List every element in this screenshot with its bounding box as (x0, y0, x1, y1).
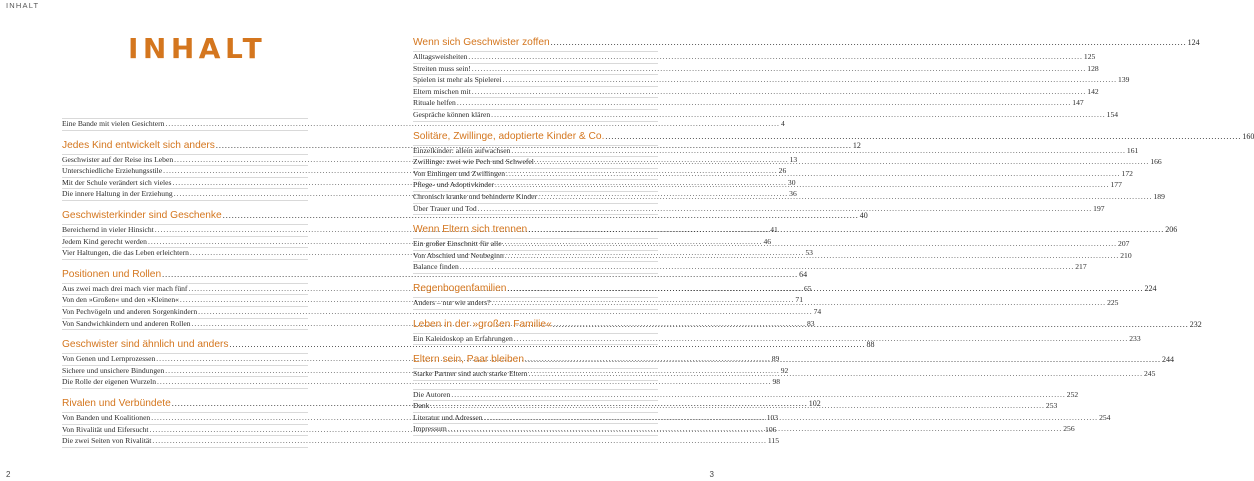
toc-entry-page: 166 (1150, 157, 1162, 167)
toc-entry-page: 36 (789, 189, 797, 199)
chapter-heading-page: 224 (1144, 283, 1157, 293)
toc-entry-page: 83 (806, 318, 815, 328)
toc-entry-title: Die Rolle der eigenen Wurzeln (62, 377, 157, 387)
toc-entry-title: Alltagsweisheiten (413, 52, 468, 61)
toc-entry-title: Die zwei Seiten von Rivalität (62, 436, 152, 446)
toc-entry[interactable] (413, 86, 1099, 99)
toc-entry-title: Chronisch kranke und behinderte Kinder (413, 191, 537, 201)
chapter-heading[interactable] (413, 130, 1254, 143)
chapter-heading-page: 88 (866, 340, 875, 350)
toc-entry-title: Geschwister auf der Reise ins Leben (62, 154, 174, 164)
chapter-heading[interactable] (62, 209, 868, 222)
toc-entry-title: Anders – nur wie anders? (413, 297, 491, 307)
page-title: INHALT (128, 32, 267, 65)
toc-entry-page: 103 (766, 412, 779, 422)
chapter-heading-title: Jedes Kind entwickelt sich anders (62, 139, 215, 151)
chapter-heading[interactable] (62, 268, 808, 281)
toc-entry-page: 128 (1087, 63, 1099, 73)
toc-entry-page: 53 (805, 248, 813, 258)
dot-leader (514, 334, 1128, 345)
chapter-heading-title: Wenn sich Geschwister zoffen (413, 37, 550, 48)
chapter-heading-title: Geschwister sind ähnlich und anders (62, 339, 229, 351)
dot-leader (448, 424, 1062, 435)
toc-entry[interactable] (62, 306, 822, 319)
chapter-heading-page: 40 (859, 210, 868, 220)
toc-entry[interactable] (413, 51, 1096, 64)
dot-leader (468, 52, 1082, 63)
toc-entry-page: 210 (1120, 250, 1132, 260)
toc-entry-title: Die innere Haltung in der Erziehung (62, 189, 173, 199)
toc-entry-title: Von Abschied und Neubeginn (413, 250, 504, 260)
toc-entry[interactable] (413, 98, 1084, 110)
toc-entry-page: 256 (1063, 424, 1075, 434)
toc-entry[interactable] (62, 436, 779, 448)
chapter-heading-page: 12 (852, 140, 861, 150)
toc-entry-page: 233 (1129, 333, 1141, 343)
toc-entry-title: Die Autoren (413, 389, 451, 399)
toc-entry-page: 254 (1099, 412, 1111, 422)
toc-entry-title: Rituale helfen (413, 98, 456, 108)
dot-leader (491, 110, 1105, 121)
toc-entry-page: 189 (1153, 191, 1165, 201)
dot-leader (506, 169, 1120, 180)
toc-entry-title: Streiten muss sein! (413, 63, 471, 73)
dot-leader (551, 36, 1187, 49)
toc-entry-page: 142 (1087, 86, 1099, 96)
toc-entry-page: 65 (803, 283, 812, 293)
chapter-heading-title: Positionen und Rollen (62, 268, 162, 280)
toc-entry-page: 74 (813, 306, 822, 316)
toc-entry-title: Von Rivalität und Eifersucht (62, 424, 149, 434)
toc-entry-title: Aus zwei mach drei mach vier mach fünf (62, 283, 188, 293)
toc-entry-page: 26 (778, 166, 787, 176)
chapter-heading-page: 124 (1187, 38, 1200, 47)
dot-leader (460, 262, 1074, 273)
toc-entry-title: Gespräche können klären (413, 109, 491, 119)
dot-leader (478, 204, 1092, 215)
toc-entry[interactable] (413, 389, 1079, 402)
toc-entry-page: 89 (771, 354, 780, 364)
toc-entry-title: Balance finden (413, 262, 459, 272)
toc-entry-page: 139 (1118, 75, 1130, 85)
dot-leader (505, 251, 1119, 262)
dot-leader (511, 146, 1125, 157)
dot-leader (457, 98, 1071, 109)
dot-leader (553, 318, 1189, 331)
toc-entry-page: 207 (1118, 239, 1130, 249)
dot-leader (495, 177, 1109, 191)
chapter-heading-title: Leben in der »großen Familie« (413, 318, 552, 330)
dot-leader (451, 390, 1065, 401)
toc-entry-title: Von den »Großen« und den »Kleinen« (62, 295, 179, 305)
toc-entry-title: Einzelkinder: allein aufwachsen (413, 145, 511, 155)
toc-entry-page: 4 (780, 119, 785, 128)
chapter-heading-page: 102 (808, 398, 821, 408)
toc-entry-title: Eltern mischen mit (413, 86, 471, 96)
dot-leader (528, 223, 1164, 236)
toc-entry-page: 92 (780, 365, 789, 375)
toc-entry-title: Jedem Kind gerecht werden (62, 236, 147, 246)
toc-entry-page: 252 (1066, 389, 1079, 399)
dot-leader (538, 192, 1152, 203)
left-page-number: 2 (6, 470, 11, 479)
toc-entry-title: Mit der Schule verändert sich vieles (62, 177, 172, 187)
toc-entry-page: 225 (1107, 297, 1119, 307)
toc-entry-page: 177 (1110, 180, 1122, 190)
toc-entry-page: 41 (770, 224, 778, 234)
right-page-number: 3 (709, 470, 714, 479)
toc-entry[interactable] (413, 75, 1130, 87)
toc-entry-title: Ein Kaleidoskop an Erfahrungen (413, 333, 513, 343)
toc-entry-title: Sichere und unsichere Bindungen (62, 365, 165, 375)
toc-chapter (413, 36, 1200, 122)
toc-entry-title: Vier Haltungen, die das Leben erleichtern (62, 248, 189, 258)
toc-entry-title: Unterschiedliche Erziehungsstile (62, 166, 163, 176)
chapter-heading[interactable] (413, 36, 1200, 49)
toc-entry-page: 253 (1045, 401, 1058, 411)
toc-entry-title: Über Trauer und Tod (413, 203, 477, 213)
toc-intro (62, 118, 785, 131)
chapter-heading-title: Geschwisterkinder sind Geschenke (62, 209, 222, 221)
toc-entry[interactable] (413, 63, 1099, 76)
toc-entry-title: Von Pechvögeln und anderen Sorgenkindern (62, 306, 198, 316)
toc-entry-title: Literatur und Adressen (413, 412, 483, 422)
toc-entry-page: 154 (1106, 109, 1119, 119)
toc-entry-title: Von Banden und Koalitionen (62, 412, 151, 422)
chapter-heading-page: 64 (799, 269, 808, 279)
toc-entry-title: Zwillinge: zwei wie Pech und Schwefel (413, 157, 534, 167)
chapter-heading-title: Solitäre, Zwillinge, adoptierte Kinder & Co. (413, 130, 605, 142)
toc-entry-page: 161 (1126, 145, 1139, 155)
dot-leader (484, 413, 1098, 424)
toc-entry-page: 147 (1072, 98, 1084, 108)
toc-entry-page: 98 (772, 377, 781, 387)
dot-leader (535, 154, 1149, 168)
toc-entry[interactable] (413, 109, 1119, 122)
toc-entry-title: Von Einlingen und Zwillingen (413, 168, 506, 178)
toc-entry-page: 13 (789, 154, 798, 164)
dot-leader (472, 64, 1086, 75)
running-head: INHALT (6, 1, 40, 10)
chapter-heading-page: 232 (1189, 319, 1202, 329)
dot-leader (525, 353, 1161, 366)
toc-entry-page: 30 (787, 177, 796, 187)
toc-entry-title: Ein großer Einschnitt für alle (413, 239, 502, 249)
chapter-heading-title: Regenbogenfamilien (413, 282, 507, 294)
toc-entry-title: Starke Partner sind auch starke Eltern (413, 369, 528, 379)
toc-entry-title: Von Genen und Lernprozessen (62, 354, 156, 364)
toc-entry-page: 172 (1121, 168, 1133, 178)
dot-leader (507, 282, 1143, 295)
dot-leader (529, 369, 1143, 380)
dot-leader (430, 401, 1044, 412)
toc-entry-page: 106 (765, 424, 777, 434)
chapter-heading-page: 206 (1165, 225, 1178, 235)
dot-leader (503, 75, 1117, 86)
chapter-heading-title: Eltern sein, Paar bleiben (413, 354, 524, 366)
toc-entry-page: 115 (767, 436, 779, 446)
toc-entry-title: Dank (413, 401, 430, 411)
toc-entry[interactable] (62, 377, 781, 389)
dot-leader (492, 298, 1106, 309)
dot-leader (472, 87, 1086, 98)
toc-entry-title: Bereichernd in vieler Hinsicht (62, 224, 154, 234)
toc-entry[interactable] (62, 118, 785, 131)
toc-entry-title: Spielen ist mehr als Spielerei (413, 75, 502, 85)
toc-entry-page: 245 (1143, 369, 1156, 379)
dot-leader (605, 130, 1241, 143)
dot-leader (503, 236, 1117, 250)
toc-entry-title: Pflege- und Adoptivkinder (413, 180, 494, 190)
toc-entry-page: 217 (1075, 262, 1087, 272)
toc-entry-page: 71 (795, 295, 803, 305)
chapter-heading-page: 160 (1242, 131, 1254, 141)
chapter-heading-title: Rivalen und Verbündete (62, 397, 171, 409)
toc-entry-page: 46 (763, 236, 772, 246)
toc-entry-page: 197 (1093, 203, 1105, 213)
toc-entry-title: Eine Bande mit vielen Gesichtern (62, 119, 165, 128)
toc-entry-title: Von Sandwichkindern und anderen Rollen (62, 318, 191, 328)
toc-entry-title: Impressum (413, 424, 447, 434)
chapter-heading-title: Wenn Eltern sich trennen (413, 224, 528, 236)
chapter-heading-page: 244 (1162, 355, 1174, 365)
toc-entry-page: 125 (1083, 52, 1096, 61)
